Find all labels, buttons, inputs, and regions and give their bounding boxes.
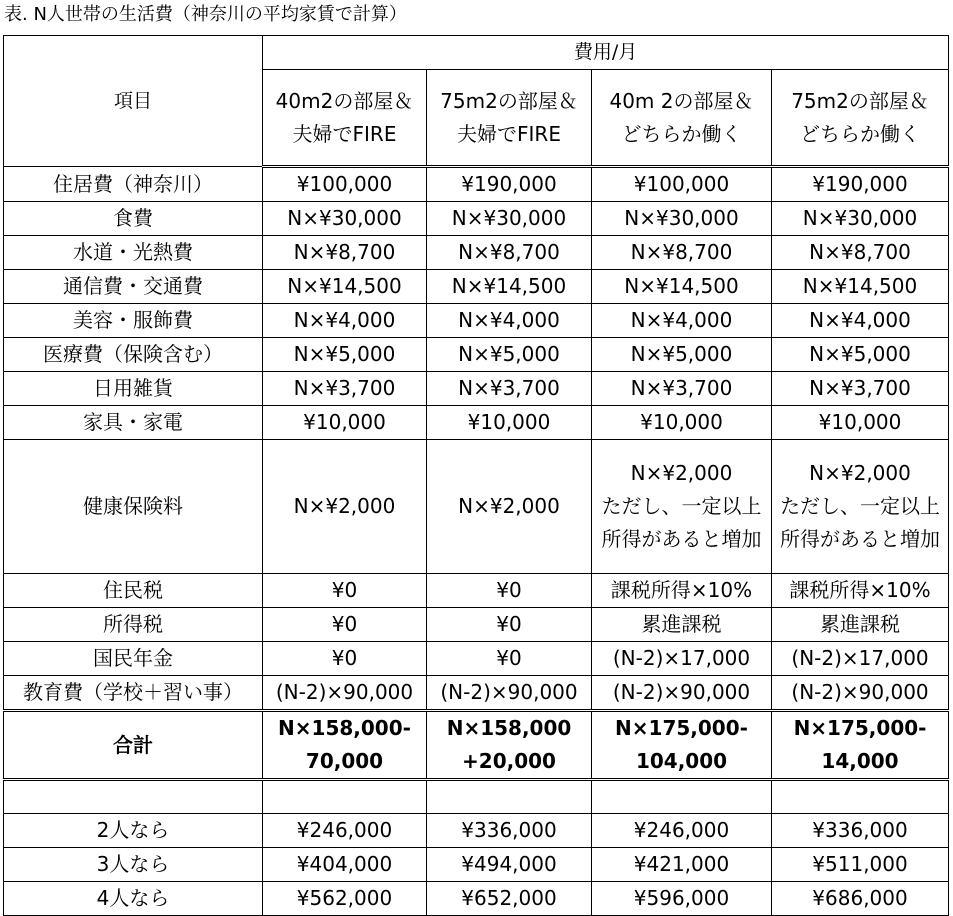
table-cell: 課税所得×10% [772, 574, 949, 608]
row-label: 家具・家電 [4, 406, 263, 440]
example-row [4, 848, 949, 882]
table-cell: ¥0 [427, 642, 592, 676]
row-label: 所得税 [4, 608, 263, 642]
row-label: 2人なら [4, 814, 263, 848]
table-cell: N×¥14,500 [592, 270, 772, 304]
table-row [4, 167, 949, 202]
table-cell: ¥686,000 [772, 882, 949, 916]
empty-cell [427, 780, 592, 814]
table-cell: ¥336,000 [427, 814, 592, 848]
table-cell: (N-2)×90,000 [427, 676, 592, 711]
scenario-header-4: 75m2の部屋＆ どちらか働く [772, 70, 949, 167]
table-cell: N×¥5,000 [592, 338, 772, 372]
table-cell: N×¥2,000 [427, 440, 592, 574]
table-cell: N×¥3,700 [592, 372, 772, 406]
scenario-header-2: 75m2の部屋＆ 夫婦でFIRE [427, 70, 592, 167]
table-cell: N×¥4,000 [592, 304, 772, 338]
table-cell: ¥0 [263, 574, 427, 608]
table-row [4, 440, 949, 574]
row-label: 食費 [4, 202, 263, 236]
table-cell: N×¥3,700 [427, 372, 592, 406]
table-cell: 累進課税 [772, 608, 949, 642]
table-cell: N×¥4,000 [772, 304, 949, 338]
table-cell: N×¥8,700 [427, 236, 592, 270]
total-cell: N×158,000- 70,000 [263, 711, 427, 780]
example-row [4, 814, 949, 848]
table-cell: N×¥8,700 [772, 236, 949, 270]
table-cell: N×¥8,700 [592, 236, 772, 270]
table-cell: N×¥14,500 [772, 270, 949, 304]
table-cell: ¥100,000 [592, 167, 772, 202]
table-cell: N×¥30,000 [772, 202, 949, 236]
scenario-header-3: 40m 2の部屋＆ どちらか働く [592, 70, 772, 167]
table-cell: 課税所得×10% [592, 574, 772, 608]
table-cell: (N-2)×17,000 [772, 642, 949, 676]
table-cell: N×¥14,500 [263, 270, 427, 304]
table-cell: N×¥2,000 ただし、一定以上 所得があると増加 [772, 440, 949, 574]
table-cell: ¥0 [427, 574, 592, 608]
table-cell: ¥596,000 [592, 882, 772, 916]
row-label: 水道・光熱費 [4, 236, 263, 270]
table-cell: ¥404,000 [263, 848, 427, 882]
table-cell: ¥0 [427, 608, 592, 642]
total-label: 合計 [4, 711, 263, 780]
table-cell: ¥10,000 [772, 406, 949, 440]
table-cell: ¥0 [263, 608, 427, 642]
empty-cell [592, 780, 772, 814]
table-cell: N×¥30,000 [427, 202, 592, 236]
table-cell: ¥652,000 [427, 882, 592, 916]
row-label: 通信費・交通費 [4, 270, 263, 304]
table-cell: N×¥3,700 [772, 372, 949, 406]
total-row [4, 711, 949, 780]
empty-cell [4, 780, 263, 814]
table-cell: ¥494,000 [427, 848, 592, 882]
table-row [4, 236, 949, 270]
table-cell: N×¥8,700 [263, 236, 427, 270]
table-cell: ¥0 [263, 642, 427, 676]
row-label: 健康保険料 [4, 440, 263, 574]
table-row [4, 338, 949, 372]
table-cell: N×¥2,000 ただし、一定以上 所得があると増加 [592, 440, 772, 574]
total-cell: N×158,000 +20,000 [427, 711, 592, 780]
table-cell: (N-2)×17,000 [592, 642, 772, 676]
blank-row [4, 780, 949, 814]
table-caption: 表. N人世帯の生活費（神奈川の平均家賃で計算） [4, 4, 407, 25]
empty-cell [772, 780, 949, 814]
row-label: 住民税 [4, 574, 263, 608]
table-row [4, 676, 949, 711]
table-cell: N×¥3,700 [263, 372, 427, 406]
table-cell: ¥190,000 [772, 167, 949, 202]
table-cell: ¥336,000 [772, 814, 949, 848]
table-cell: 累進課税 [592, 608, 772, 642]
table-cell: ¥100,000 [263, 167, 427, 202]
table-cell: N×¥30,000 [592, 202, 772, 236]
table-cell: N×¥5,000 [427, 338, 592, 372]
table-cell: N×¥2,000 [263, 440, 427, 574]
table-cell: (N-2)×90,000 [592, 676, 772, 711]
scenario-header-1: 40m2の部屋＆ 夫婦でFIRE [263, 70, 427, 167]
table-cell: ¥246,000 [263, 814, 427, 848]
table-cell: ¥246,000 [592, 814, 772, 848]
item-column-header: 項目 [4, 36, 263, 167]
table-cell: (N-2)×90,000 [772, 676, 949, 711]
table-cell: ¥511,000 [772, 848, 949, 882]
row-label: 住居費（神奈川） [4, 167, 263, 202]
table-row [4, 608, 949, 642]
table-cell: ¥190,000 [427, 167, 592, 202]
row-label: 4人なら [4, 882, 263, 916]
row-label: 日用雑貨 [4, 372, 263, 406]
total-cell: N×175,000- 104,000 [592, 711, 772, 780]
table-cell: N×¥4,000 [427, 304, 592, 338]
table-cell: ¥421,000 [592, 848, 772, 882]
row-label: 教育費（学校＋習い事） [4, 676, 263, 711]
total-cell: N×175,000- 14,000 [772, 711, 949, 780]
table-cell: ¥10,000 [263, 406, 427, 440]
table-cell: N×¥5,000 [263, 338, 427, 372]
living-cost-table [3, 35, 949, 916]
row-label: 国民年金 [4, 642, 263, 676]
row-label: 美容・服飾費 [4, 304, 263, 338]
table-row [4, 202, 949, 236]
table-cell: ¥10,000 [427, 406, 592, 440]
cost-per-month-header: 費用/月 [263, 36, 949, 70]
row-label: 3人なら [4, 848, 263, 882]
table-row [4, 372, 949, 406]
row-label: 医療費（保険含む） [4, 338, 263, 372]
table-cell: ¥562,000 [263, 882, 427, 916]
table-cell: N×¥4,000 [263, 304, 427, 338]
table-row [4, 574, 949, 608]
table-row [4, 406, 949, 440]
table-cell: N×¥30,000 [263, 202, 427, 236]
table-cell: N×¥14,500 [427, 270, 592, 304]
table-row [4, 270, 949, 304]
table-cell: N×¥5,000 [772, 338, 949, 372]
table-cell: ¥10,000 [592, 406, 772, 440]
table-cell: (N-2)×90,000 [263, 676, 427, 711]
table-row [4, 304, 949, 338]
empty-cell [263, 780, 427, 814]
table-row [4, 642, 949, 676]
example-row [4, 882, 949, 916]
